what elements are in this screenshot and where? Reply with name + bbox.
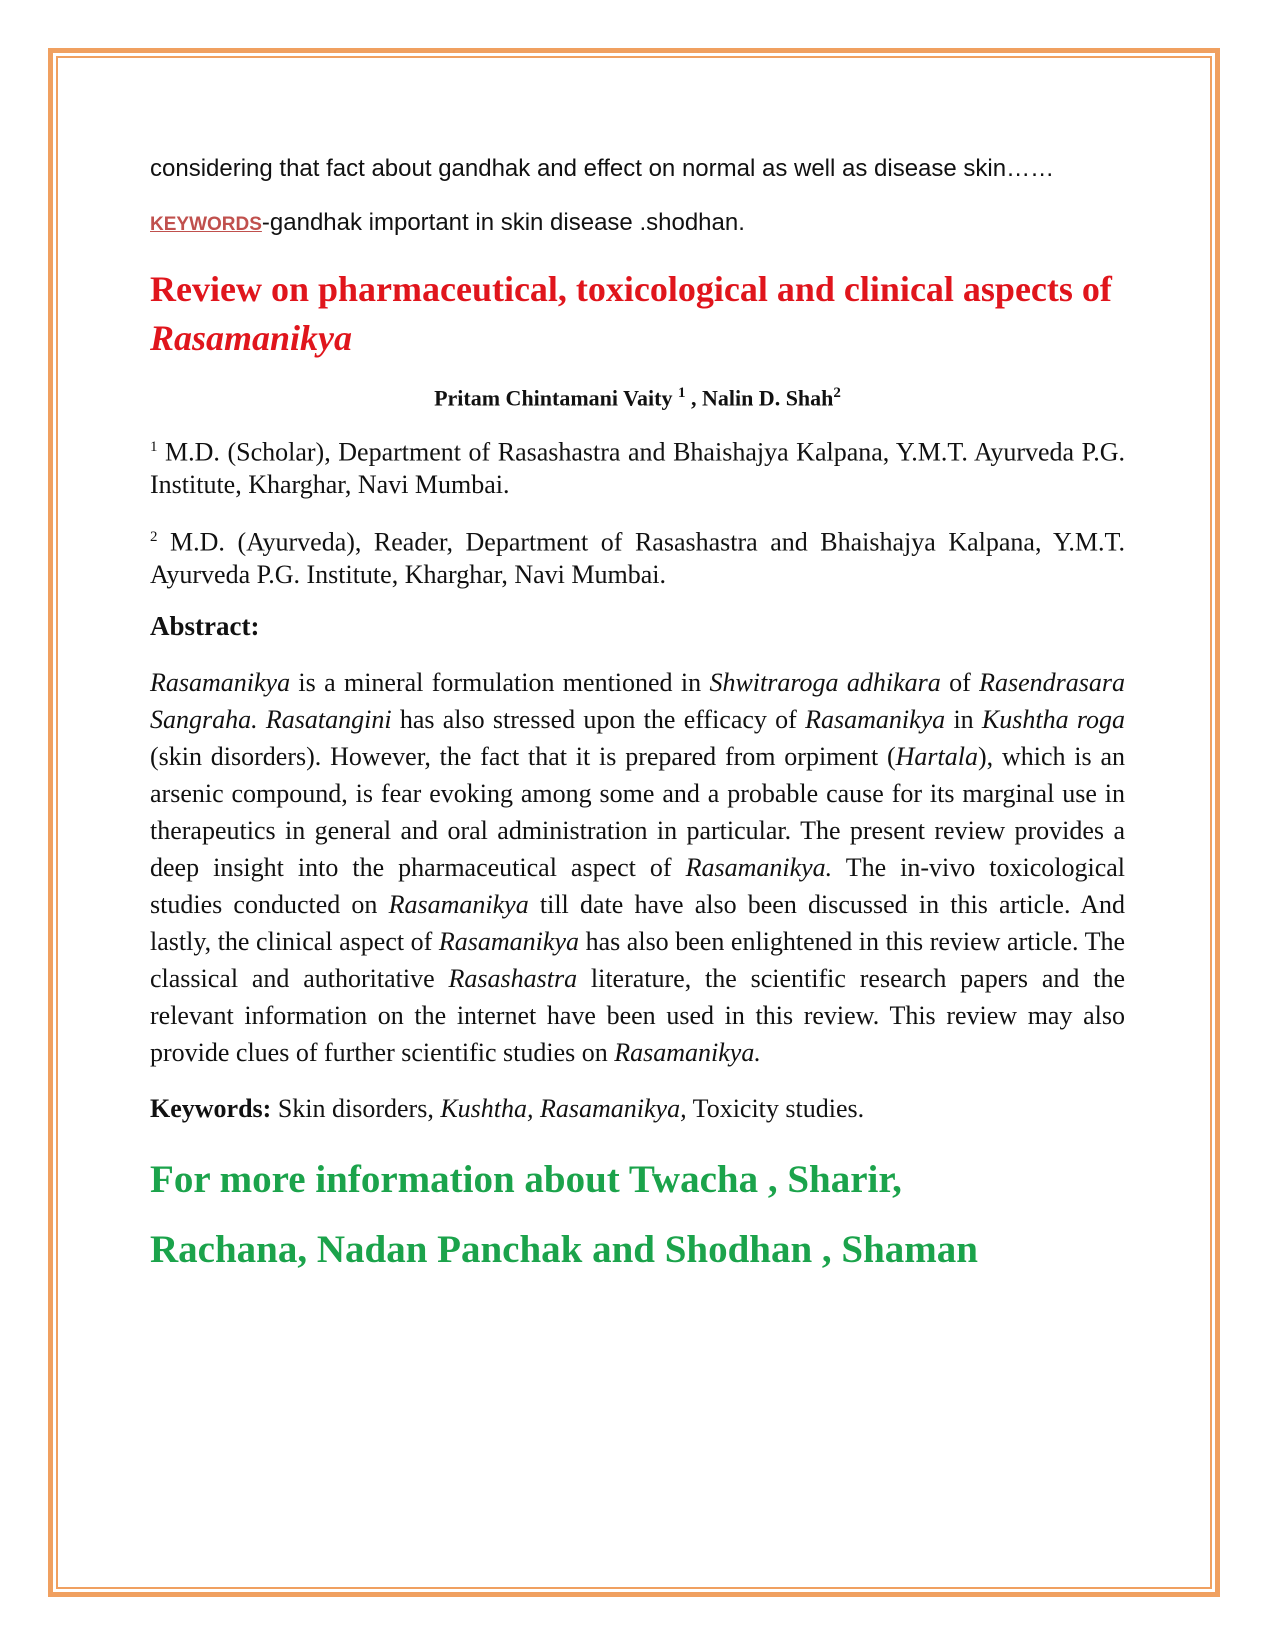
abstract-seg-12: (skin disorders). However, the fact that it is prepared from orpiment ( [150, 741, 896, 771]
article-title [150, 265, 1125, 363]
intro-text: considering that fact about gandhak and effect on normal as well as disease skin…… [150, 155, 1055, 182]
affiliation-1 [150, 431, 1125, 501]
abstract-seg-17: Rasamanikya [388, 889, 529, 919]
article-keywords [150, 1091, 1125, 1127]
promo-block [150, 1145, 1125, 1285]
abstract-seg-1: Rasamanikya [150, 667, 291, 697]
article-keywords-label: Keywords: [150, 1093, 272, 1123]
abstract-seg-19: Rasamanikya [438, 926, 579, 956]
abstract-seg-6 [258, 705, 266, 734]
abstract-seg-14: ), which is an arsenic compound, is fear evoking among some and a probable cause for its marginal use in therapeutics in general and oral administration in particular. The present review provides a deep insight into the pharmaceutical aspect of [150, 741, 1125, 882]
abstract-seg-22: literature, the scientific research papers and the relevant information on the internet have been used in this review. This review may also provide clues of further scientific studies on [150, 963, 1125, 1067]
keywords-label: KEYWORDS [150, 214, 262, 235]
author-1: Pritam Chintamani Vaity [434, 385, 673, 411]
affiliation-1-text: M.D. (Scholar), Department of Rasashastra and Bhaishajya Kalpana, Y.M.T. Ayurveda P.G. Institute, Kharghar, Navi Mumbai. [150, 437, 1125, 499]
affiliation-1-sup: 1 [150, 439, 158, 456]
article-title-italic: Rasamanikya [150, 318, 353, 358]
keywords-line [150, 205, 1125, 243]
affiliation-2 [150, 521, 1125, 591]
abstract-seg-9: Rasamanikya [805, 704, 946, 734]
abstract-seg-8: has also stressed upon the efficacy of [391, 704, 806, 734]
abstract-seg-4: of [940, 667, 980, 697]
abstract-seg-23: Rasamanikya. [614, 1037, 761, 1067]
article-keywords-1: Skin disorders, [271, 1093, 441, 1123]
abstract-seg-13: Hartala [895, 741, 978, 771]
abstract-body [150, 664, 1125, 1071]
abstract-seg-21: Rasashastra [448, 963, 578, 993]
abstract-seg-5: Rasendrasara Sangraha. [150, 667, 1125, 734]
abstract-heading: Abstract: [150, 610, 260, 641]
affiliation-2-text: M.D. (Ayurveda), Reader, Department of Rasashastra and Bhaishajya Kalpana, Y.M.T. Ayurveda P.G. Institute, Kharghar, Navi Mumbai. [150, 527, 1125, 589]
promo-line-2: Rachana, Nadan Panchak and Shodhan , Shaman [150, 1227, 978, 1271]
abstract-seg-10: in [945, 704, 982, 734]
abstract-seg-11: Kushtha roga [981, 704, 1126, 734]
abstract-seg-7: Rasatangini [265, 704, 392, 734]
abstract-seg-20: has also been enlightened in this review article. The classical and authoritative [150, 926, 1125, 993]
authors [150, 385, 1125, 411]
article-keywords-3: Toxicity studies. [686, 1093, 865, 1123]
page-content [150, 148, 1125, 1285]
article-title-main: Review on pharmaceutical, toxicological and clinical aspects of [150, 269, 1112, 309]
author-2: Nalin D. Shah [701, 385, 834, 411]
abstract-seg-15: Rasamanikya. [685, 852, 833, 882]
author-1-sup: 1 [677, 385, 686, 401]
author-separator: , [685, 385, 702, 411]
abstract-seg-3: Shwitraroga adhikara [709, 667, 941, 697]
author-2-sup: 2 [833, 385, 841, 401]
affiliation-2-sup: 2 [150, 528, 158, 545]
article-keywords-2: Kushtha, Rasamanikya, [440, 1093, 687, 1123]
abstract-seg-18: till date have also been discussed in this article. And lastly, the clinical aspect of [150, 889, 1125, 956]
keywords-text: -gandhak important in skin disease .shodhan. [261, 209, 745, 236]
abstract-seg-16: The in-vivo toxicological studies conducted on [150, 852, 1126, 919]
abstract-seg-2: is a mineral formulation mentioned in [290, 667, 710, 697]
promo-line-1: For more information about Twacha , Sharir, [150, 1157, 902, 1201]
